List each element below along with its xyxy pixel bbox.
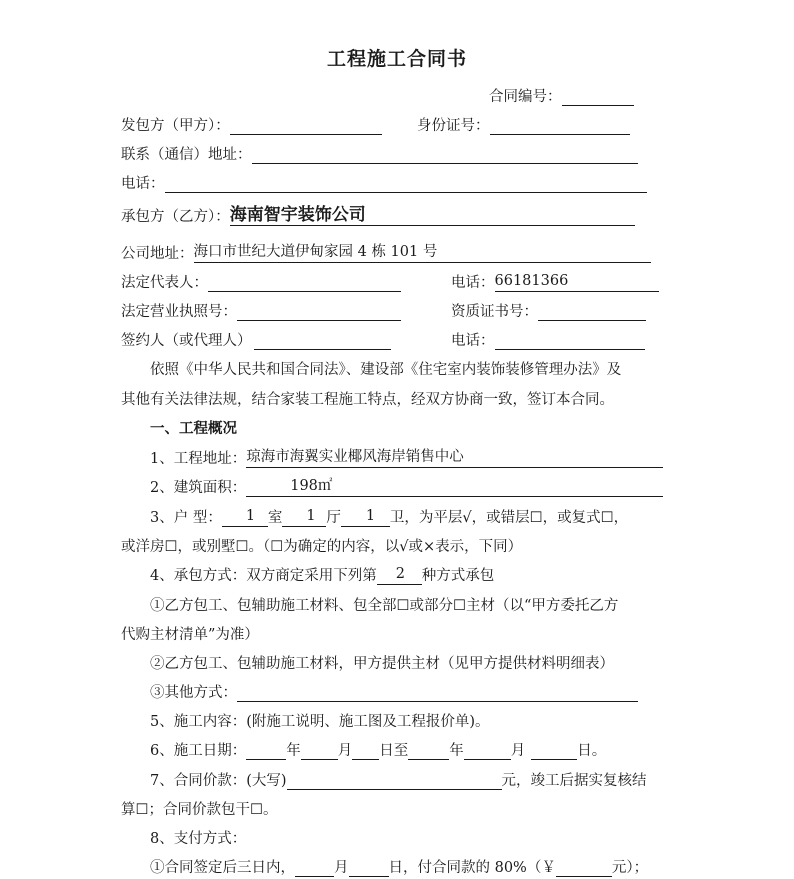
intro-paragraph-line1: 依照《中华人民共和国合同法》、建设部《住宅室内装饰装修管理办法》及 [150, 362, 622, 378]
signer-phone-row [451, 332, 645, 350]
signer-field[interactable] [254, 333, 391, 350]
construction-date-label: 6、施工日期： [150, 743, 247, 759]
legal-rep-field[interactable] [208, 275, 401, 292]
contract-number-label: 合同编号： [489, 89, 562, 105]
option1-line1: ①乙方包工、包辅助施工材料、包全部☐或部分☐主材（以“甲方委托乙方 [150, 598, 619, 614]
id-number-row [417, 117, 630, 135]
start-month-unit: 月 [337, 743, 353, 759]
payment-month-unit: 月 [334, 860, 349, 876]
company-address-field[interactable] [194, 246, 651, 263]
contractor-field[interactable] [229, 205, 635, 226]
building-area-label: 2、建筑面积： [150, 480, 247, 496]
contractor-phone-row [451, 274, 659, 292]
payment-item1-text: ①合同签定后三日内， [150, 860, 295, 876]
employer-row [121, 117, 382, 135]
id-number-field[interactable] [490, 118, 630, 135]
house-type-label: 3、户 型： [150, 510, 222, 526]
project-address-label: 1、工程地址： [150, 451, 247, 467]
house-type-options: 卫，为平层√，或错层☐，或复式☐， [389, 510, 629, 526]
rooms-unit: 室 [267, 510, 283, 526]
contract-mode-value: 2 [395, 566, 405, 582]
contract-mode-label: 4、承包方式：双方商定采用下列第 [150, 568, 377, 584]
payment-day-field[interactable] [349, 860, 389, 877]
employer-label: 发包方（甲方）： [121, 118, 230, 134]
building-area-field[interactable] [246, 480, 663, 497]
end-month-unit: 月 [510, 743, 526, 759]
start-day-unit: 日至 [379, 743, 409, 759]
qualification-label: 资质证书号： [451, 304, 538, 320]
payment-item1-tail: 元）； [611, 860, 649, 876]
construction-date-row [150, 742, 606, 760]
payment-amount-field[interactable] [556, 860, 612, 877]
section-heading-overview: 一、工程概况 [150, 420, 237, 437]
contractor-phone-label: 电话： [451, 275, 495, 291]
contract-price-row [150, 772, 647, 790]
house-type-line2: 或洋房☐，或别墅☐。（☐为确定的内容，以√或×表示，下同） [121, 539, 523, 555]
project-address-row [150, 450, 663, 468]
end-day-field[interactable] [531, 743, 577, 760]
option3-row [150, 684, 638, 702]
signer-phone-label: 电话： [451, 333, 495, 349]
work-content-line: 5、施工内容：(附施工说明、施工图及工程报价单)。 [150, 714, 490, 730]
end-year-unit: 年 [449, 743, 464, 759]
company-address-label: 公司地址： [121, 246, 194, 262]
house-type-row [150, 509, 628, 527]
employer-field[interactable] [230, 118, 382, 135]
end-day-unit: 日。 [577, 743, 607, 759]
contract-mode-row [150, 567, 494, 585]
payment-item1-mid: 日，付合同款的 80%（￥ [388, 860, 556, 876]
building-area-value: 198㎡ [290, 478, 333, 494]
contract-price-field[interactable] [287, 773, 502, 790]
license-row [121, 303, 401, 321]
id-number-label: 身份证号： [417, 118, 490, 134]
project-address-value: 琼海市海翼实业椰风海岸销售中心 [246, 449, 464, 465]
signer-label: 签约人（或代理人） [121, 333, 252, 349]
employer-phone-label: 电话： [121, 176, 165, 192]
contract-mode-tail: 种方式承包 [421, 568, 495, 584]
contractor-row [121, 205, 635, 226]
contact-address-row [121, 146, 638, 164]
building-area-row [150, 479, 663, 497]
payment-method-label: 8、支付方式： [150, 831, 247, 847]
contractor-phone-field[interactable] [495, 275, 659, 292]
contract-price-tail: 元，竣工后据实复核结 [501, 773, 647, 789]
halls-value: 1 [306, 508, 316, 524]
rooms-value: 1 [245, 508, 256, 524]
signer-row [121, 332, 391, 350]
rooms-field[interactable] [222, 510, 268, 527]
contractor-phone-value: 66181366 [494, 273, 569, 289]
start-year-field[interactable] [246, 743, 286, 760]
option3-label: ③其他方式： [150, 685, 237, 701]
baths-value: 1 [365, 508, 376, 524]
company-address-row [121, 245, 651, 263]
employer-phone-field[interactable] [165, 176, 647, 193]
company-address-value: 海口市世纪大道伊甸家园 4 栋 101 号 [193, 244, 438, 260]
qualification-row [451, 303, 646, 321]
payment-month-field[interactable] [295, 860, 334, 877]
project-address-field[interactable] [246, 451, 663, 468]
halls-unit: 厅 [326, 510, 341, 526]
payment-item1-row [150, 859, 648, 877]
contract-price-line2: 算☐；合同价款包干☐。 [121, 802, 278, 818]
intro-paragraph-line2: 其他有关法律法规，结合家装工程施工特点，经双方协商一致，签订本合同。 [121, 392, 614, 408]
start-day-field[interactable] [352, 743, 379, 760]
legal-rep-label: 法定代表人： [121, 275, 208, 291]
contract-number-field[interactable] [562, 89, 634, 106]
option1-line2: 代购主材清单”为准） [121, 627, 259, 643]
contract-price-label: 7、合同价款：(大写) [150, 773, 287, 789]
start-month-field[interactable] [301, 743, 338, 760]
employer-phone-row [121, 175, 647, 193]
contract-number-row [489, 88, 634, 106]
contractor-label: 承包方（乙方）： [121, 209, 230, 225]
license-field[interactable] [237, 304, 401, 321]
end-month-field[interactable] [464, 743, 511, 760]
qualification-field[interactable] [538, 304, 646, 321]
baths-field[interactable] [341, 510, 390, 527]
option2-line: ②乙方包工、包辅助施工材料，甲方提供主材（见甲方提供材料明细表） [150, 656, 614, 672]
license-label: 法定营业执照号： [121, 304, 237, 320]
option3-field[interactable] [237, 685, 638, 702]
page-title: 工程施工合同书 [327, 48, 468, 70]
end-year-field[interactable] [408, 743, 449, 760]
halls-field[interactable] [282, 510, 326, 527]
contact-address-label: 联系（通信）地址： [121, 147, 252, 163]
signer-phone-field[interactable] [495, 333, 645, 350]
contractor-name: 海南智宇装饰公司 [229, 205, 366, 225]
legal-rep-row [121, 274, 401, 292]
contract-mode-field[interactable] [377, 568, 422, 585]
start-year-unit: 年 [286, 743, 301, 759]
contact-address-field[interactable] [252, 147, 638, 164]
